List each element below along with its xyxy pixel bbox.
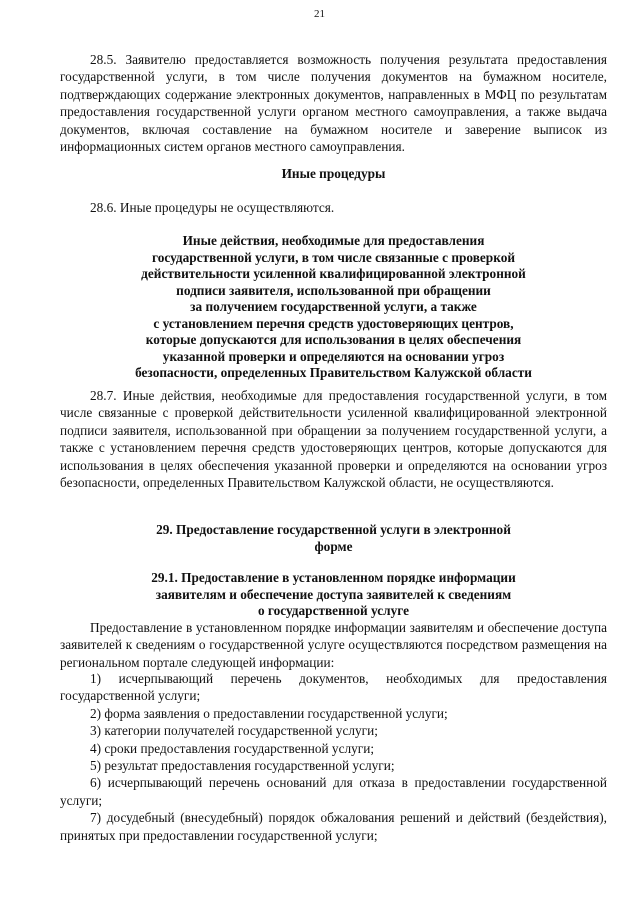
paragraph-28-7: 28.7. Иные действия, необходимые для предоставления государственной услуги, в том числе связанные с проверкой действительности усиленной квалифицированной электронной подписи заявителя, использованной при обращении за получением государственной услуги, а также с установлением перечня средств удостоверяющих центров, которые допускаются для использования в целях обеспечения указанной проверки и определяются на основании угроз безопасности, определенных Правительством Калужской области, не осуществляются. bbox=[60, 388, 607, 491]
page-number: 21 bbox=[314, 8, 325, 20]
heading-section-29-1 bbox=[60, 570, 607, 620]
heading-line: Иные действия, необходимые для предоставления bbox=[182, 233, 485, 248]
heading-line: 29.1. Предоставление в установленном порядке информации bbox=[151, 570, 516, 585]
heading-line: с установлением перечня средств удостоверяющих центров, bbox=[153, 315, 514, 331]
heading-other-procedures: Иные процедуры bbox=[281, 166, 386, 181]
heading-line: государственной услуги, в том числе связанные с проверкой bbox=[151, 249, 515, 265]
heading-other-actions bbox=[60, 233, 607, 382]
heading-line: подписи заявителя, использованной при обращении bbox=[176, 282, 491, 298]
paragraph-29-1: Предоставление в установленном порядке информации заявителям и обеспечение доступа заявителей к сведениям о государственной услуге осуществляются посредством размещения на региональном портале следующей информации: bbox=[60, 620, 607, 670]
list-item: 5) результат предоставления государственной услуги; bbox=[90, 758, 395, 774]
paragraph-28-6: 28.6. Иные процедуры не осуществляются. bbox=[90, 200, 335, 215]
info-list bbox=[60, 670, 607, 844]
list-item: 6) исчерпывающий перечень оснований для отказа в предоставлении государственной услуги; bbox=[60, 775, 607, 808]
heading-line: действительности усиленной квалифицированной электронной bbox=[141, 266, 526, 281]
heading-line: 29. Предоставление государственной услуги в электронной bbox=[156, 522, 511, 537]
list-item: 1) исчерпывающий перечень документов, необходимых для предоставления государственной услуги; bbox=[60, 671, 607, 704]
heading-section-29 bbox=[60, 521, 607, 556]
heading-line: безопасности, определенных Правительством Калужской области bbox=[135, 365, 532, 380]
paragraph-28-5: 28.5. Заявителю предоставляется возможность получения результата предоставления государственной услуги, в том числе получения документов на бумажном носителе, подтверждающих содержание электронных документов, направленных в МФЦ по результатам предоставления государственной услуги органом местного самоуправления, а также выдача документов, включая составление на бумажном носителе и заверение выписок из информационных систем органов местного самоуправления. bbox=[60, 52, 607, 155]
heading-line: форме bbox=[314, 539, 353, 555]
heading-line: указанной проверки и определяются на основании угроз bbox=[162, 348, 505, 364]
list-item: 7) досудебный (внесудебный) порядок обжалования решений и действий (бездействия), принятых при предоставлении государственной услуги; bbox=[60, 810, 607, 843]
heading-line: за получением государственной услуги, а также bbox=[190, 299, 477, 314]
heading-line: которые допускаются для использования в целях обеспечения bbox=[145, 332, 522, 347]
list-item: 3) категории получателей государственной услуги; bbox=[90, 723, 378, 739]
heading-line: заявителям и обеспечение доступа заявителей к сведениям bbox=[155, 586, 512, 602]
list-item: 4) сроки предоставления государственной услуги; bbox=[90, 740, 375, 756]
list-item: 2) форма заявления о предоставлении государственной услуги; bbox=[90, 705, 448, 721]
heading-line: о государственной услуге bbox=[257, 603, 410, 618]
